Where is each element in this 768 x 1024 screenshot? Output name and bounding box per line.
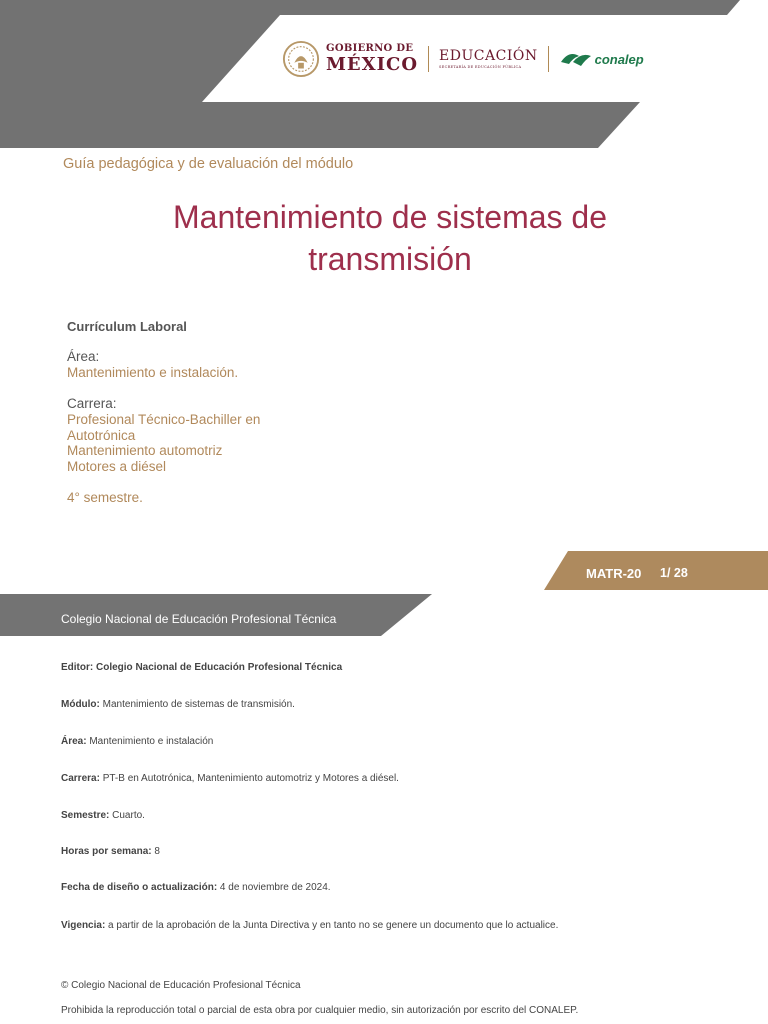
credit-row-fecha [61,882,331,893]
credit-row-area [61,736,213,747]
module-code: MATR-20 [586,566,642,581]
module-code-tab [544,551,768,590]
carrera-item: Mantenimiento automotriz [67,443,223,458]
educacion-logo [439,49,538,70]
credit-row-vigencia [61,920,558,931]
carrera-list [67,412,260,474]
carrera-item: Motores a diésel [67,458,167,474]
credit-row-carrera [61,773,399,784]
area-value: Mantenimiento e instalación. [67,365,239,380]
credit-value: Cuarto. [109,810,145,821]
credit-label: Semestre: [61,810,110,821]
page-number: 1/ 28 [660,566,688,580]
conalep-mark-icon [559,48,593,70]
logo-divider [548,46,549,72]
gobierno-top-text: GOBIERNO DE [326,43,414,54]
credit-value: 8 [151,846,160,857]
curriculum-heading: Currículum Laboral [67,319,187,334]
copyright-text: © Colegio Nacional de Educación Profesional Técnica [61,980,301,991]
prohibition-text: Prohibida la reproducción total o parcial de esta obra por cualquier medio, sin autorización por escrito del CONALEP. [61,1005,579,1016]
carrera-label: Carrera: [67,396,117,411]
conalep-text: conalep [594,51,644,67]
educacion-text: EDUCACIÓN [439,47,538,64]
credits-band-title: Colegio Nacional de Educación Profesional Técnica [61,612,337,626]
title-line: Mantenimiento de sistemas de [173,199,607,235]
carrera-item: Profesional Técnico-Bachiller en [67,412,261,427]
conalep-logo [559,48,644,70]
credit-value: Mantenimiento de sistemas de transmisión. [99,699,295,710]
credit-row-editor [61,662,342,673]
title-line: transmisión [308,241,472,277]
credit-label: Módulo: [61,699,100,710]
credit-label: Horas por semana: [61,846,152,857]
credit-value: Mantenimiento e instalación [86,736,214,747]
gobierno-main-text: MÉXICO [326,54,419,75]
credit-value: 4 de noviembre de 2024. [217,882,331,893]
credit-value: a partir de la aprobación de la Junta Directiva y en tanto no se genere un documento que lo actualice. [105,920,559,931]
mexico-seal-icon [282,40,320,78]
page-title [60,196,720,280]
area-label: Área: [67,349,100,364]
semester-value: 4° semestre. [67,490,143,505]
credit-row-modulo [61,699,295,710]
logo-divider [428,46,429,72]
credit-label: Fecha de diseño o actualización: [61,882,218,893]
credit-label: Vigencia: [61,920,106,931]
institution-logos [282,38,644,80]
carrera-item: Autotrónica [67,427,136,443]
gobierno-de-mexico-logo [326,44,418,74]
credit-label: Carrera: [61,773,100,784]
credit-value: PT-B en Autotrónica, Mantenimiento automotriz y Motores a diésel. [99,773,399,784]
educacion-subtext: SECRETARÍA DE EDUCACIÓN PÚBLICA [439,64,522,69]
credit-label: Área: [61,736,87,747]
credit-label: Editor: Colegio Nacional de Educación Profesional Técnica [61,662,343,673]
credit-row-semestre [61,810,145,821]
credit-row-horas [61,846,160,857]
guide-subtitle: Guía pedagógica y de evaluación del módulo [63,156,354,172]
